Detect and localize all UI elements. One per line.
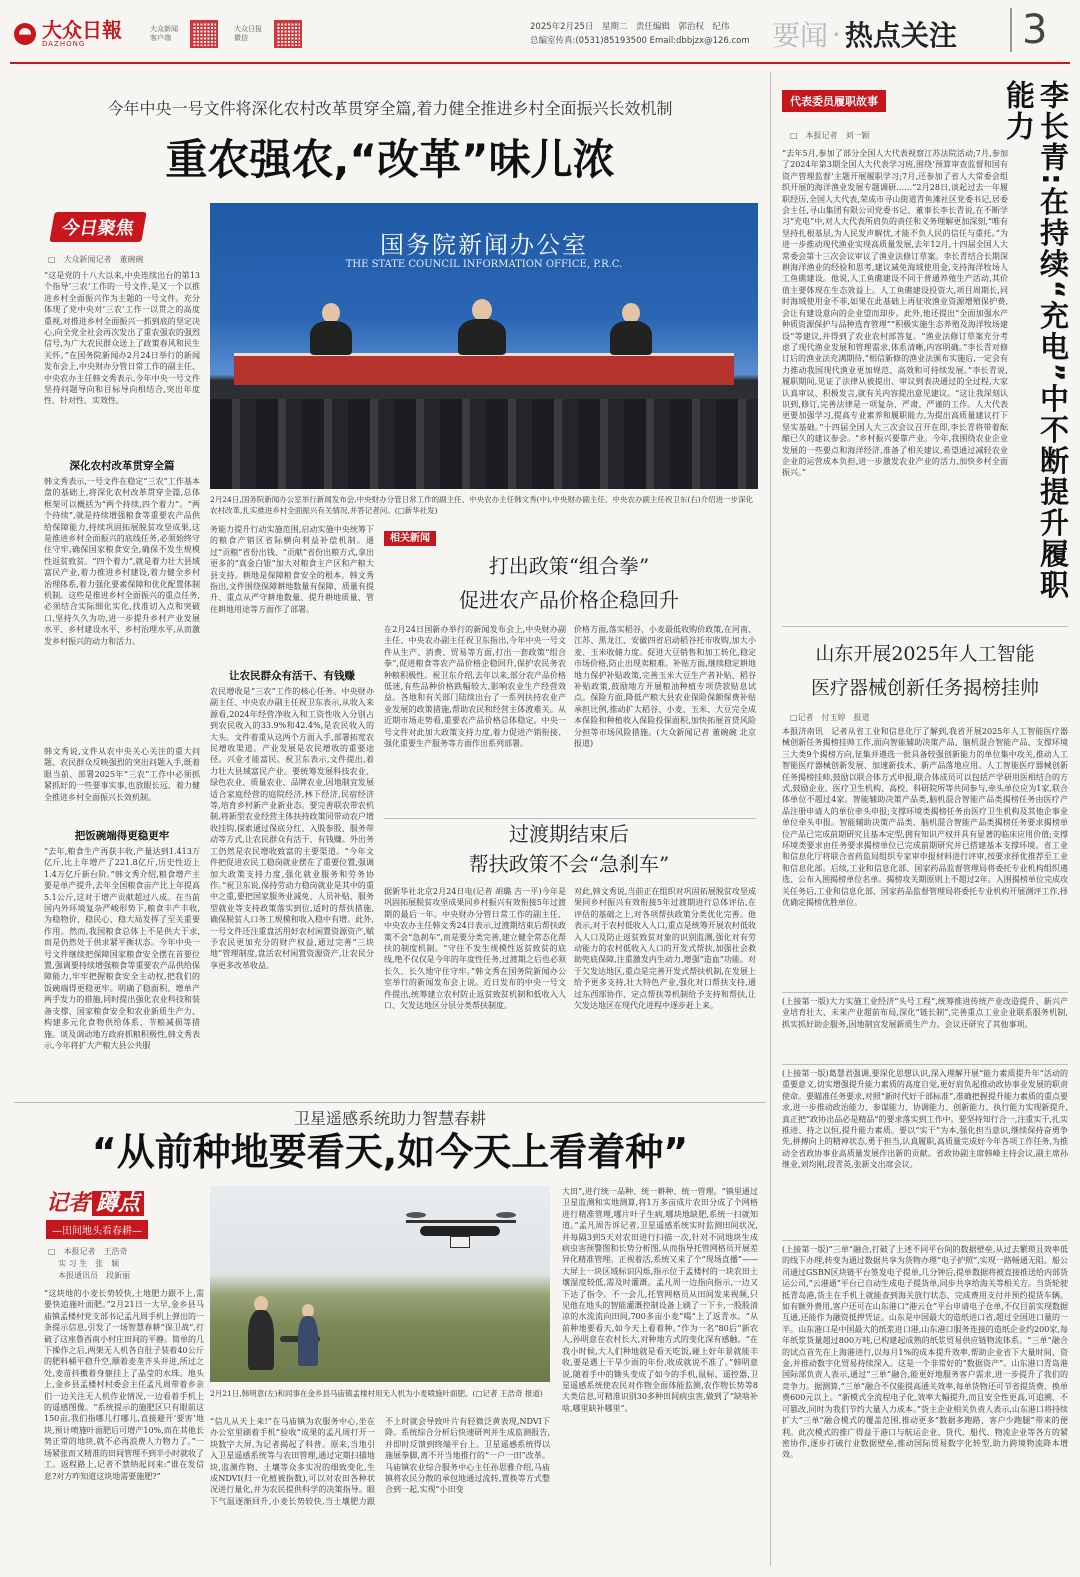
- section-title: [772, 12, 957, 56]
- divider: [782, 992, 1068, 993]
- qr-code-icon[interactable]: [274, 20, 302, 48]
- drone-arms: [406, 1220, 516, 1223]
- column-divider: [770, 72, 771, 1566]
- lead-col2-para: 农民增收是“三农”工作的核心任务。中央财办副主任、中央农办副主任祝卫东表示,从收入来源看,2024年经营净收入和工资性收入分别占到农民收入的33.9%和42.4%,是农民收入的大头。文件着重从这两个方面入手,部署拓宽农民增收渠道。产业发展是农民增收的重要途径。兴业才能富民。祝卫东表示,文件提出,着力壮大县域富民产业。要统筹发展科技农业、绿色农业、质量农业、品牌农业,因地制宜发展适合家庭经营的庭院经济,林下经济,民宿经济等,培育乡村新产业新业态。要完善联农带农机制,将新型农业经营主体扶持政策同带动农户增收挂钩,探索通过保底分红、入股参股、服务带动等方式,让农民群众有活干、有钱赚。外出务工仍然是农民增收致富的主要渠道。“今年文件把促进农民工稳岗就业摆在了重要位置,强调加大政策支持力度,强化就业服务和劳务协作。”祝卫东说,保持劳动力稳岗就业是其中的重中之重,要把国家服务业减免、人员补贴、服务型就业等支持政策落实到位,适时的帮扶措施,确保脱贫人口务工规模和收入稳中有增。此外,一号文件还注重盘活用好农村闲置资源资产,赋予农民更加充分的财产权益,通过完善“三块地”管理制度,盘活农村闲置资源资产,让农民分享更多改革收益。: [210, 687, 374, 970]
- speaker: [310, 321, 352, 355]
- related-title-1b: 促进农产品价格企稳回升: [459, 588, 679, 612]
- drone-photo-caption: 2月21日,韩明意(左)和同事在金乡县马庙镇孟楼村用无人机为小麦喷施叶面肥。(□记者 王浩奇 报道): [210, 1389, 543, 1398]
- lead-subhead-1: 深化农村改革贯穿全篇: [69, 460, 175, 472]
- masthead-info: [530, 20, 750, 48]
- section-name-a: 要闻: [772, 19, 829, 52]
- related-news-label: 相关新闻: [384, 531, 436, 546]
- drone-field-photo: [210, 1186, 550, 1382]
- section-separator: ·: [832, 17, 841, 51]
- lead-headline: 重农强农,“改革”味儿浓: [165, 135, 615, 184]
- ai-story-body: 本报济南讯 记者从省工业和信息化厅了解到,我省开展2025年人工智能医疗器械创新任务揭榜挂帅工作,面向智能辅助决策产品、脑机混合智能产品、支撑环境三大类9个揭榜方向,征集并遴选一批具备较强创新能力的单位集中攻关,推动人工智能医疗器械创新发展、加速新技术、新产品落地应用。人工智能医疗器械创新任务揭榜挂帅,鼓励以联合体方式申报,联合体成员可以包括产学研用医相结合的方式,鼓励企业、医疗卫生机构、高校、科研院所等共同参与,牵头单位应为1家,联合体单位不超过4家。智能辅助决策产品类,脑机混合智能产品类揭榜任务由医疗产品注册申请人的单位牵头申报;支撑环境类揭榜任务由医疗卫生机构及其他企事业单位牵头申报。智能辅助决策产品类、脑机混合智能产品类揭榜任务要求揭榜单位产品已完成前期研究且基本定型,拥有知识产权并具有显著的临床应用价值;支撑环境类要求由任务要求揭榜单位已完成前期研究并已搭建基本支撑环境。省工业和信息化厅将联合省药监局组织专家审申报材料进行评审,按要求择优推荐至工业和信息化部。后续,工业和信息化部、国家药品监督管理局将委托专业机构组织遴选、公布入围揭榜单位名单。揭榜攻关期原则上不超过2年。入围揭榜单位完成攻关任务后,工业和信息化部、国家药品监督管理局将委托专业机构开展测评工作,择优确定揭榜优胜单位。: [782, 727, 1068, 908]
- feature-column-badge: [46, 1186, 196, 1246]
- lead-col2-para: 务能力提升行动实施范围,启动实施中央统筹下的粮食产销区省际横向利益补偿机制。通过“贡粮”省份出钱、“贡献”省份出粮方式,拿出更多的“真金白银”加大对粮食主产区和产粮大县支持。耕地是保障粮食安全的根本。韩文秀指出,文件围绕保障耕地数量有保障、质量有提升、重点从严守耕地数量、提升耕地质量、管住耕地用途等方面作了部署。: [210, 525, 374, 614]
- representative-badge-text: 代表委员履职故事: [782, 90, 886, 112]
- related-title-2b: 帮扶政策不会“急刹车”: [468, 852, 670, 876]
- lead-subhead-2: 把饭碗端得更稳更牢: [74, 830, 170, 842]
- lead-subhead-3: 让农民群众有活干、有钱赚: [229, 670, 355, 682]
- right-story-body: “去年5月,参加了部分全国人大代表视察江苏法院活动;7月,参加了2024年第3期全国人大代表学习班,围绕‘预算审查监督和国有资产管理监督’主题开展履职学习;7月,还参加了省人大常委会组织开展的海洋渔业发展专题调研……”2月28日,谈起过去一年履职经历,全国人大代表,荣成市寻山街道青鱼滩社区党委书记,居委会主任,寻山集团有限公司党委书记、董事长李长青说,在不断学习“充电”中,对人大代表所肩负的责任和义务理解更加深刻,“唯有坚持扎根基层,为人民发声解忧,才能不负人民的信任与重托。”为进一步推动现代渔业实现高质量发展,去年12月,十四届全国人大常委会第十三次会议审议了渔业法修订草案。李长青结合长期深耕海洋渔业的经验和思考,建议减免海域使用金,支持海洋牧场人工鱼礁建设。他说,人工鱼礁建设不同于普通养殖生产活动,其价值主要体现在生态效益上。人工鱼礁建设投资大,项目周期长,同时海域使用金不菲,如果在此基础上再征收渔业资源增殖保护费,会让有建设意向的企业望而却步。此外,他还提出“全面加强水产种质资源保护与品种选育管理”“积极实施生态养殖及海洋牧场建设”等建议,并得到了农业农村部答复。“渔业法修订草案充分考虑了现代渔业发展和管理需求,体系清晰,内容明确。”李长青对修订后的渔业法充满期待,“相信新修的渔业法颁布实施后,一定会有力推动我国现代渔业更加规范、高效和可持续发展。”李长青说,履职期间,见证了法律从被提出、审议到表决通过的全过程,大家认真审议、积极发言,就有关内容提出意见建议。“这让我深刻认识到,修订,完善法律是一项复杂、严肃、严谨的工作。人大代表更要加强学习,提高专业素养和履职能力,为提出高质量建议打下坚实基础。”十四届全国人大三次会议召开在即,李长青将带着酝酿已久的建议参会。“乡村振兴要靠产业。今年,我围绕农业企业发展的一些要点和海洋经济,准备了相关建议,希望通过减轻农业企业的运营成本负担,进一步激发农业产业的活力,加快乡村全面振兴。”: [782, 149, 1008, 478]
- continued-story-3: (上接第一版)“三单”融合,打破了上述不同平台间的数据壁垒,从过去繁琐且效率低的线下办理,转变为通过数据共享为货物办理“电子护照”,实现一路畅通无阻。船公司通过GSBN区块链平台签发电子提单,几分钟后,提单数据将被直接推送给内部货运公司,“云港通”平台已自动生成电子提货单,同步共享给海关等相关方。当货轮驶抵青岛港,货主在手机上就能查到海关放行状态、完成费用支付并预约提货车辆。如有额外费用,客户还可在山东港口“港云仓”平台申请电子仓单,不仅目前实现数据互通,还能作为融资抵押凭证。山东是中国最大的造纸进口省,超过全国进口量的一半。山东港口是中国最大的纸浆进口港,山东港口服务连接的造纸企业约200家,每年纸浆货量超过800万吨,已构建起成熟的纸浆贸易供应链物流体系。“三单”融合的试点首先在上海港进行,以每月1%的成本提升效率,帮助企业省下大量时间、资金,并推动数字化贸易持续深入。这是一个非常好的“数据资产”。山东港口青岛港国际部负责人表示,通过“三单”融合,能更好地服务客户需求,进一步提升了我们的竞争力。据测算,“三单”融合不仅能提高通关效率,每单货物还可节省提货费、换单费600元以上。“新模式全流程电子化,效率大幅提升,而且安全性更高,可追溯、不可篡改,同时为我们节约大量人力成本。”货主企业相关负责人表示,山东港口将持续扩大“三单”融合模式的覆盖范围,推动更多“数据多跑路、客户少跑腿”带来的便利。此次模式的推广得益于港口与航运企业、货代、船代、物流企业等各方的紧密协作,逐步打破行业数据壁垒,推动国际贸易数字化转型,助力跨境物流降本增效。: [782, 1245, 1068, 1460]
- related-story-2-col2: 对此,韩文秀说,当前正在组织对巩固拓展脱贫攻坚成果同乡村振兴有效衔接5年过渡期进行总体评估,在评估的基础之上,对各项帮扶政策分类优化完善。他表示,对于农村低收入人口,重点是统筹开展农村低收入人口及防止返贫致贫对象的识别监测,强化对有劳动能力的农村低收入人口的开发式帮扶,加强社会救助兜底保障,注重激发内生动力,增强“造血”功能。对于欠发达地区,重点是完善开发式帮扶机制,在发展上给予更多支持,壮大特色产业,强化对口帮扶支持,通过东西部协作、定点帮扶等机制给予支持和帮扶,让欠发达地区在现代化进程中逐步赶上来。: [574, 887, 756, 1011]
- farmer: [248, 1310, 274, 1370]
- feature-col2: “信儿从天上来!”在马庙镇为农服务中心,坐在办公室里刷着手机“验收”成果的孟凡周打开一块数字大屏,为记者揭起了科普。原来,当地引入卫星遥感系统等与农田管理,通过定期扫描地块,监测作物、土壤等众多实况的细致变化,生成NDVI(归一化植被指数),可以对农田各种状况进行量化,并为农民提供科学的决策指导。眼下气温逐渐回升,小麦长势较快,当土壤肥力跟不上时就会导致叶片有轻微泛黄表现,NDVI下降。系统综合分析后快速研判并生成监测报告,并即时反馈到终端平台上。卫星遥感系统得以施展拳脚,离不开当地推行的“一户一田”改革。马庙镇农业综合服务中心主任孙思雅介绍,马庙镇将农民分散的承包地通过流转,置换等方式整合到一起,实现“小田变: [210, 1417, 550, 1506]
- representative-story-badge: [782, 90, 952, 110]
- speaker-head: [622, 303, 640, 323]
- byline-correspondent: 本报通讯员 段新丽: [58, 1271, 130, 1280]
- ai-story-title-1: 山东开展2025年人工智能: [815, 643, 1035, 665]
- related-news-badge: [384, 526, 474, 544]
- related-story-1-col2: 价格方面,落实稻谷、小麦最低收购价政策,在河南、江苏、黑龙江、安徽四省启动稻谷托市收购,加大小麦、玉米收储力度。促进大豆销售和加工转化,稳定市场价格,防止出现卖粮难。补贴方面,继续稳定耕地地力保护补贴政策,完善玉米大豆生产者补贴、稻谷补贴政策,鼓励地方开展粮油种植专项贷款贴息试点。保险方面,降低产粮大县农业保险保额保费补贴承担比例,推动扩大稻谷、小麦、玉米、大豆完全成本保险和种植收入保险投保面积,加快拓展首贷风险分担等市场风险措施。(大众新闻记者 董碗碗 北京报道): [574, 625, 756, 749]
- feature-col1: “这块地的小麦长势较快,土地肥力跟不上,需要快追施叶面肥。”2月21日一大早,金乡县马庙镇孟楼村党支部书记孟凡周手机上弹出的一条提示信息,引发了一场智慧春耕“保卫战”,打破了这座鲁西南小村庄田间的平静。简单的几下操作之后,两架无人机各自肚子装着40公斤的肥料桶平稳升空,顺着麦垄齐头并进,所过之处,麦苗抖擞着身躯挂上了晶莹的水珠。地头上,金乡县孟楼村村委会主任孟凡周带着乡亲们一边关注无人机作业情况,一边看着手机上的遥感图像。“系统提示的施肥区只有眼前这150亩,我们指哪儿打哪儿,直接避开‘要害’地块,预计喷施叶面肥后可增产10%,而在其他长势正常的地块,就不必再浪费人力物力了。”一场紧张而又精准的田间管理不到半小时就收了工。返程路上,记者不禁纳起问来:“谁在发信息?对方咋知道这块地需要施肥?”: [44, 1289, 204, 1481]
- continued-story-1: (上接第一版)大力实施工业经济“头号工程”,统筹推进传统产业改造提升、新兴产业培育壮大、未来产业超前布局,深化“链长制”,完善重点工业企业联系服务机制,抓实抓好助企服务,因地制宜发展新质生产力。会议还研究了其他事项。: [782, 997, 1068, 1029]
- lead-col1-para: “去年,粮食生产再获丰收,产量达到1.413万亿斤,比上年增产了221.8亿斤,历史性迈上1.4万亿斤新台阶。”韩文秀介绍,粮食增产主要是单产提升,去年全国粮食亩产比上年提高5.1公斤,这对于增产贡献超过八成。在当前国内外环境复杂严峻形势下,粮食丰产丰收,为稳物价、稳民心、稳大局发挥了至关重要作用。然而,我国粮食总体上不是供大于求,而是仍然处于供求紧平衡状态。今年中央一号文件继续把保障国家粮食安全摆在首要位置,强调要持续增强粮食等重要农产品供给保障能力,牢牢把握粮食安全主动权,把我们的饭碗端得更稳更牢。明确了稳面积、增单产两手发力的措施,同时提出强化农业科技和装备支撑、国家粮食安全和农业新质生产力、构建多元化食物供给体系、节粮减损等措施。谈及调动地方政府抓粮积极性,韩文秀表示,今年将扩大产粮大县公共服: [44, 847, 200, 1050]
- byline-intern: 实 习 生 张 颖: [58, 1259, 120, 1268]
- lead-byline: □ 大众新闻记者 董碗碗: [48, 255, 144, 264]
- newspaper-logo-icon: [14, 23, 36, 45]
- page-number: 3: [1010, 8, 1047, 52]
- lead-col1-para: “这是党的十八大以来,中央连续出台的第13个指导‘三农’工作的一号文件,是又一个以推进乡村全面振兴作为主题的一号文件。充分体现了党中央对‘三农’工作一以贯之的高度重视,对推进乡村全面振兴一抓到底的坚定决心,向全党全社会再次发出了重农强农的强烈信号,为广大农民群众送上了政策春风和民生关怀。”在国务院新闻办2月24日举行的新闻发布会上,中央财办分管日常工作的副主任、中央农办主任韩文秀表示,今年中央一号文件坚持问题导向和目标导向相结合,突出年度性、针对性、实效性。: [44, 271, 200, 406]
- right-byline: □ 本报记者 刘一颖: [790, 131, 870, 140]
- photo-banner-en: THE STATE COUNCIL INFORMATION OFFICE, P.R.C.: [345, 259, 623, 270]
- column-badge-text: 今日聚焦: [49, 212, 146, 242]
- lead-col1-para: 韩文秀表示,一号文件在稳定“三农”工作基本盘的基础上,将深化农村改革贯穿全篇,总体框架可以概括为“两个持续,四个着力”。“两个持续”,就是持续增强粮食等重要农产品供给保障能力,持续巩固拓展脱贫攻坚成果,这是推进乡村全面振兴的底线任务,必须始终守住守牢,确保国家粮食安全,确保不发生规模性返贫致贫。“四个着力”,就是着力壮大县域富民产业,着力推进乡村建设,着力健全乡村治理体系,着力强化要素保障和优化配置体制机制。这些是推进乡村全面振兴的重点任务,必须结合实际细化实化,找准切入点和突破口,坚持久久为功,进一步提升乡村产业发展水平、乡村建设水平、乡村治理水平,从而激发乡村振兴的动力和活力。: [44, 477, 200, 646]
- badge-word-a: 记者: [46, 1191, 91, 1216]
- feature-kicker: 卫星遥感系统助力智慧春耕: [293, 1109, 486, 1128]
- press-photo-caption: 2月24日,国务院新闻办公室举行新闻发布会,中央财办分管日常工作的副主任、中央农办主任韩文秀(中),中央财办副主任、中央农办副主任祝卫东(右)介绍进一步深化农村改革,扎实推进乡村全面振兴有关情况,并答记者问。(□新华社发): [210, 495, 754, 515]
- qr2-label: 大众日报微信: [234, 25, 262, 42]
- divider: [384, 818, 756, 819]
- podium-desk: [234, 353, 734, 385]
- related-story-1-col1: 在2月24日国新办举行的新闻发布会上,中央财办副主任、中央农办副主任祝卫东指出,今年中央一号文件从生产、消费、贸易等方面,打出一套政策“组合拳”,促进粮食等农产品价格企稳回升,保护农民务农种粮积极性。祝卫东介绍,去年以来,部分农产品价格低迷,有些品种价格跌幅较大,影响农业生产经营效益。各地和有关部门陆续出台了一系列扶持农业产业发展的政策措施,帮助农民和经营主体渡难关。从近期市场走势看,重要农产品价格总体稳定。中央一号文件对此加大政策支持力度,着力促进产销衔接、强化重要生产服务等方面作出系列部署。: [384, 625, 566, 749]
- byline-reporter: □ 本报记者 王浩奇: [48, 1247, 128, 1256]
- qr-code-icon[interactable]: [190, 20, 218, 48]
- speaker-head: [472, 299, 492, 321]
- photo-banner-cn: 国务院新闻办公室: [380, 231, 588, 259]
- audience: [210, 399, 758, 489]
- lead-kicker: 今年中央一号文件将深化农村改革贯穿全篇,着力健全推进乡村全面振兴长效机制: [107, 99, 673, 118]
- feature-col3: 大田”,进行统一品种、统一耕种、统一管理。“镇里通过卫星监测和实地测算,将1万多亩成片农田分成了个网格进行精准管理,哪片叶子生病,哪块地缺肥,系统一扫就知道。”孟凡周告诉记者,卫星遥感系统实时监测田间状况,并每隔3到5天对农田进行扫描一次,针对不同地块生成病虫害预警图和长势分析图,从而指导托管网格员开展差异化精准管理。正视着活,系统又来了个“现场直播”——大屏上一块区域标识闪烁,指示位于孟楼村的一块农田土壤湿度较低,需及时灌溉。孟凡周一边指向指示,一边又下达了指令。不一会儿,托管网格员从田间发来视频,只见他在地头的智能灌溉控制设备上刷了一下卡,一股股清凉的水流流向田间,700多亩小麦“喝”上了返青水。“从前种地要看天,如今天上看着种。”作为一名“80后”新农人,孙明意在农村长大,对种地方式的变化深有感触。“在我小时候,大人们种地就是看天吃饭,碰上好年景就能丰收,要是遇上干旱少雨的年份,收成就说不准了。”韩明意说,随着手中的锄头变成了如今的手机,鼠标、遥控器,卫星遥感系统使农民对作物全面体能监测,农作物长势等8大类信息,可精准识别30多种田间病虫害,做到了“缺啥补啥,哪里缺补哪里”。: [562, 1187, 758, 1413]
- speaker-head: [322, 303, 340, 323]
- divider: [14, 1102, 766, 1103]
- badge-subline: —田间地头看春耕—: [46, 1220, 148, 1239]
- newspaper-name: 大众日報: [42, 18, 122, 42]
- press-conference-photo: [210, 203, 758, 489]
- farmer: [298, 1316, 318, 1366]
- masthead-rule: [10, 62, 1070, 64]
- speaker: [610, 321, 652, 355]
- badge-word-b: 蹲点: [92, 1191, 144, 1216]
- lead-col1-para: 韩文秀说,文件从农中央关心关注的重大问题、农民群众反映强烈的突出问题入手,既着眼当前、部署2025年“三农”工作中必须抓紧抓好的一些要事实事,也放眼长远、着力健全推进乡村全面振兴长效机制。: [44, 747, 200, 802]
- section-name-b: 热点关注: [844, 19, 957, 52]
- date-line: 2025年2月25日 星期二 责任编辑 郭治权 纪伟: [530, 22, 730, 32]
- right-vertical-headline: 李长青:在持续“充电”中不断提升履职能力: [1002, 80, 1070, 601]
- drone-rotor: [406, 1212, 426, 1218]
- divider: [782, 1064, 1068, 1065]
- divider: [782, 626, 1068, 627]
- contact-line: 总编室传真:(0531)85193500 Email:dbbjzx@126.com: [530, 36, 750, 46]
- drone-rotor: [496, 1212, 516, 1218]
- related-title-1a: 打出政策“组合拳”: [488, 554, 650, 578]
- feature-byline: [48, 1246, 198, 1282]
- continued-story-2: (上接第一版)葛慧君强调,要深化思想认识,深入理解开展“能力素质提升年”活动的重要意义,切实增强提升能力素质的高度自觉,更好肩负起推动政协事业发展的职责使命。要瞄准任务要求,对照“新时代好干部标准”,准确把握提升能力素质的重点要求,进一步推动政治能力、参谋能力、协调能力、创新能力、执行能力实现新提升,真正把“政协出品必是精品”的要求落实到工作中。要坚持知行合一,注重实干,扎实推进、持之以恒,提升能力素质。要以“实干”为本,强化担当意识,继续保持奋勇争先,拼搏向上的精神状态,勇于担当,认真履职,高质量完成好今年各项工作任务,为推动全省政协事业高质量发展作出新的贡献。省政协副主席韩峰主持会议,副主席孙继业,刘均刚,段青英,张新文出席会议。: [782, 1069, 1068, 1170]
- masthead-logo: [14, 14, 302, 54]
- related-story-2-col1: 据新华社北京2月24日电(记者 胡璐 吉一平)今年是巩固拓展脱贫攻坚成果同乡村振兴有效衔接5年过渡期的最后一年。中央财办分管日常工作的副主任、中央农办主任韩文秀24日表示,过渡期结束后帮扶政策不会“急刹车”,而是要分类完善,建立健全常态化帮扶的制度机制。“守住不发生规模性返贫致贫的底线,绝不仅仅是今年的年度性任务,过渡期之后也必须长久、长久地守住守牢。”韩文秀在国务院新闻办公室举行的新闻发布会上说。近日发布的中央一号文件提出,统筹建立农村防止返贫致贫机制和低收入人口、欠发达地区分层分类帮扶制度。: [384, 887, 566, 1011]
- divider: [782, 1240, 1068, 1241]
- newspaper-name-latin: DAZHONG: [42, 40, 86, 48]
- drone-tank: [450, 1236, 470, 1248]
- feature-headline: “从前种地要看天,如今天上看着种”: [91, 1130, 689, 1174]
- drone-body: [420, 1226, 500, 1236]
- speaker: [458, 319, 506, 355]
- related-title-2a: 过渡期结束后: [509, 822, 629, 846]
- qr1-label: 大众新闻客户端: [150, 25, 178, 42]
- ai-story-title-2: 医疗器械创新任务揭榜挂帅: [810, 677, 1039, 699]
- ai-story-byline: □记者 付玉婷 报道: [790, 713, 870, 722]
- column-badge: [52, 212, 162, 242]
